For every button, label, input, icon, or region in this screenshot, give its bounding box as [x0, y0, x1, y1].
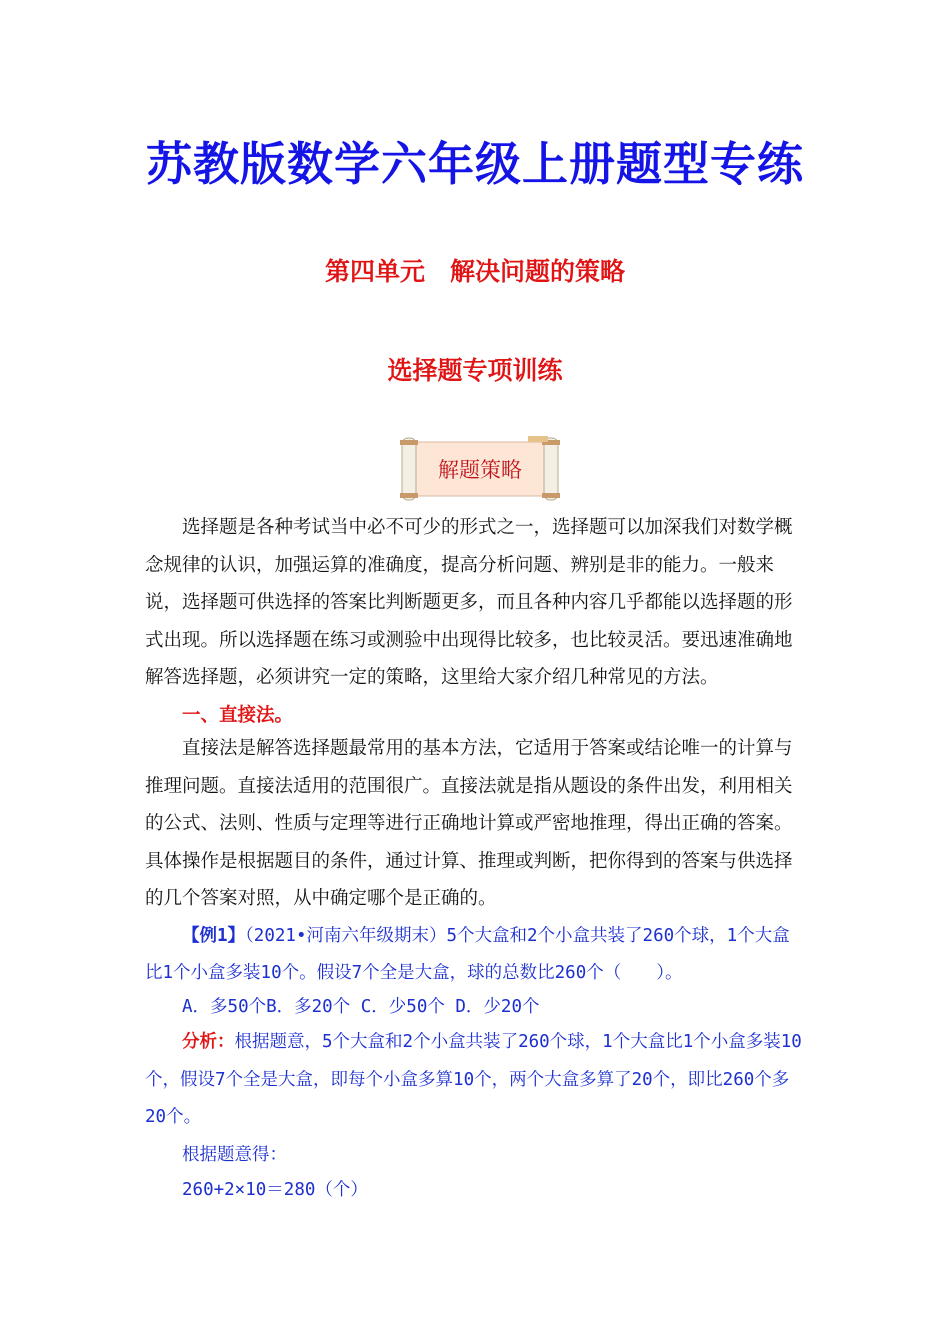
analysis-line-1: 根据题意得： — [182, 1145, 287, 1165]
example1-source: （2021•河南六年级期末） — [245, 926, 447, 946]
method1-paragraph: 直接法是解答选择题最常用的基本方法，它适用于答案或结论唯一的计算与推理问题。直接法适用的范围很广。直接法就是指从题设的条件出发，利用相关的公式、法则、性质与定理等进行正确地计算或严密地推理，得出正确的答案。具体操作是根据题目的条件，通过计算、推理或判断，把你得到的答案与供选择的几个答案对照，从中确定哪个是正确的。 — [145, 738, 793, 909]
strategy-banner — [400, 436, 560, 502]
analysis-line-2: 260+2×10＝280（个） — [182, 1180, 368, 1200]
unit-title: 第四单元 解决问题的策略 — [324, 257, 625, 286]
analysis-block — [145, 1024, 805, 1137]
analysis-tag: 分析： — [182, 1032, 235, 1052]
intro-paragraph: 选择题是各种考试当中必不可少的形式之一，选择题可以加深我们对数学概念规律的认识，加强运算的准确度，提高分析问题、辨别是非的能力。一般来说，选择题可供选择的答案比判断题更多，而且各种内容几乎都能以选择题的形式出现。所以选择题在练习或测验中出现得比较多，也比较灵活。要迅速准确地解答选择题，必须讲究一定的策略，这里给大家介绍几种常见的方法。 — [145, 517, 793, 688]
example1-options: A．多50个B．多20个 C．少50个 D．少20个 — [182, 997, 540, 1017]
page-title: 苏教版数学六年级上册题型专练 — [146, 137, 804, 191]
section-title: 选择题专项训练 — [387, 356, 563, 385]
banner-label: 解题策略 — [438, 458, 522, 482]
example1-question: 5个大盒和2个小盒共装了260个球，1个大盒比1个小盒多装10个。假设7个全是大盒，球的总数比260个（ ）。 — [145, 926, 790, 983]
method1-heading: 一、直接法。 — [182, 705, 294, 726]
example1-tag: 【例1】 — [182, 926, 246, 946]
analysis-text: 根据题意，5个大盒和2个小盒共装了260个球，1个大盒比1个小盒多装10个，假设7个全是大盒，即每个小盒多算10个，两个大盒多算了20个，即比260个多20个。 — [145, 1032, 802, 1127]
example1-block — [145, 918, 805, 992]
